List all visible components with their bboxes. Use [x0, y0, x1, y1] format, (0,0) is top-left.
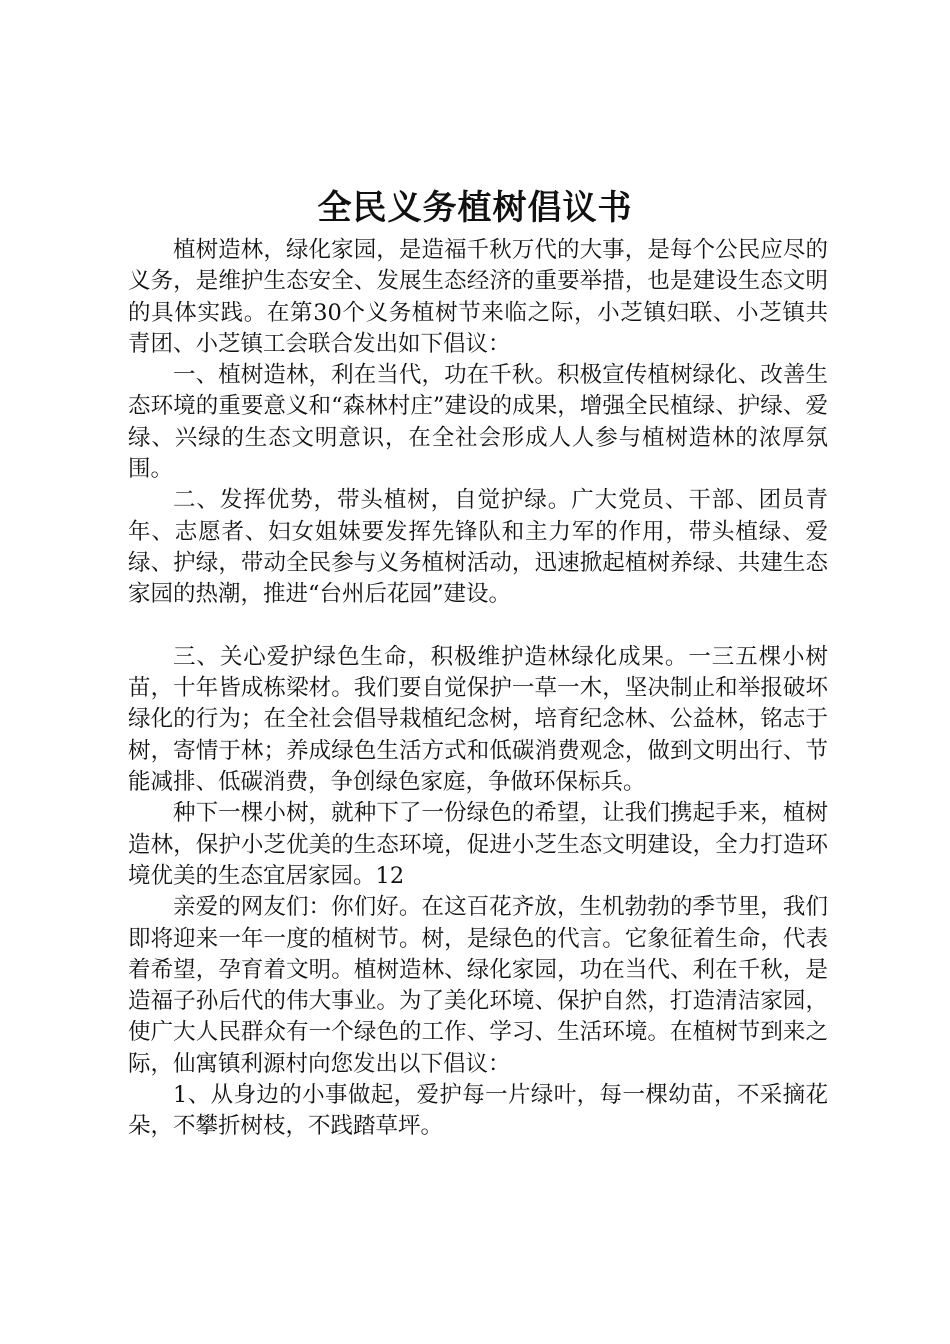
paragraph-proposal-3: 三、关心爱护绿色生命，积极维护造林绿化成果。一三五棵小树苗，十年皆成栋梁材。我们要自觉保护一草一木，坚决制止和举报破坏绿化的行为；在全社会倡导栽植纪念树，培育纪念林、公益林，铭志于树，寄情于林；养成绿色生活方式和低碳消费观念，做到文明出行、节能减排、低碳消费，争创绿色家庭，争做环保标兵。 [128, 643, 828, 796]
paragraph-proposal-2: 二、发挥优势，带头植树，自觉护绿。广大党员、干部、团员青年、志愿者、妇女姐妹要发挥先锋队和主力军的作用，带头植绿、爱绿、护绿，带动全民参与义务植树活动，迅速掀起植树养绿、共建生态家园的热潮，推进“台州后花园”建设。 [128, 487, 828, 608]
paragraph-item-1: 1、从身边的小事做起，爱护每一片绿叶，每一棵幼苗，不采摘花朵，不攀折树枝，不践踏草坪。 [128, 1082, 828, 1140]
paragraph-closing: 种下一棵小树，就种下了一份绿色的希望，让我们携起手来，植树造林，保护小芝优美的生态环境，促进小芝生态文明建设，全力打造环境优美的生态宜居家园。12 [128, 800, 828, 889]
document-body [128, 235, 828, 1143]
paragraph-intro: 植树造林，绿化家园，是造福千秋万代的大事，是每个公民应尽的义务，是维护生态安全、发展生态经济的重要举措，也是建设生态文明的具体实践。在第30个义务植树节来临之际，小芝镇妇联、小芝镇共青团、小芝镇工会联合发出如下倡议： [128, 237, 828, 357]
paragraph-letter-intro: 亲爱的网友们：你们好。在这百花齐放，生机勃勃的季节里，我们即将迎来一年一度的植树节。树，是绿色的代言。它象征着生命，代表着希望，孕育着文明。植树造林、绿化家园，功在当代、利在千秋，是造福子孙后代的伟大事业。为了美化环境、保护自然，打造清洁家园，使广大人民群众有一个绿色的工作、学习、生活环境。在植树节到来之际，仙寓镇利源村向您发出以下倡议： [128, 894, 828, 1077]
document-title: 全民义务植树倡议书 [317, 188, 633, 228]
paragraph-proposal-1: 一、植树造林，利在当代，功在千秋。积极宣传植树绿化、改善生态环境的重要意义和“森林村庄”建设的成果，增强全民植绿、护绿、爱绿、兴绿的生态文明意识，在全社会形成人人参与植树造林的浓厚氛围。 [128, 362, 828, 483]
